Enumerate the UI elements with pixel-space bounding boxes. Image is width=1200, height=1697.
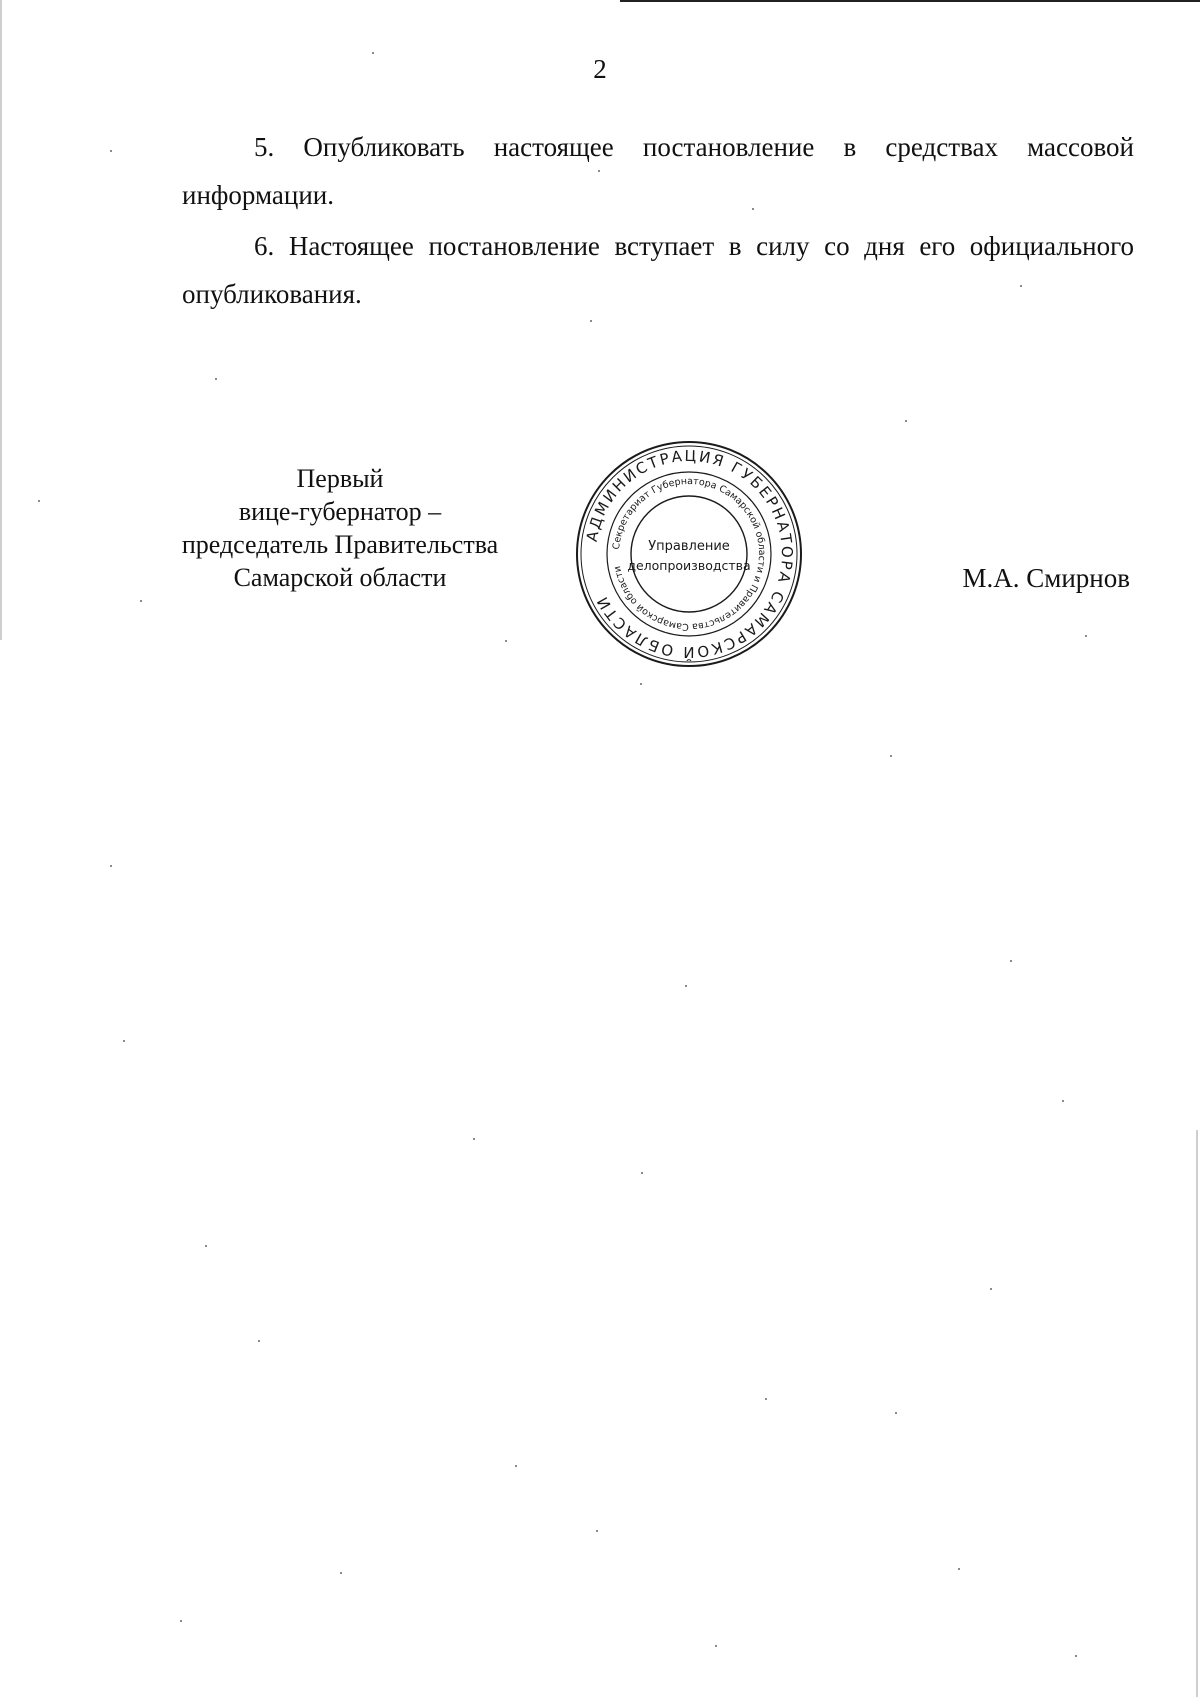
scan-speck <box>990 1288 992 1290</box>
scan-speck <box>473 1138 475 1140</box>
paragraph-6 <box>182 222 1134 318</box>
scan-edge-top <box>620 0 1200 2</box>
scan-speck <box>205 1245 207 1247</box>
scan-speck <box>180 1620 182 1622</box>
scan-speck <box>110 150 112 152</box>
stamp-outer-ring <box>577 442 801 666</box>
scan-speck <box>123 1040 125 1042</box>
scan-speck <box>515 1465 517 1467</box>
scan-speck <box>890 755 892 757</box>
scan-speck <box>641 1172 643 1174</box>
paragraph-5-line-2: информации. <box>182 180 334 210</box>
scan-speck <box>215 378 217 380</box>
scan-edge-left <box>0 0 2 640</box>
scan-speck <box>640 683 642 685</box>
scan-speck <box>1085 635 1087 637</box>
scan-speck <box>372 52 374 54</box>
scan-speck <box>715 1645 717 1647</box>
scan-speck <box>140 600 142 602</box>
scan-speck <box>590 320 592 322</box>
stamp-inner-ring <box>631 496 747 612</box>
scan-speck <box>596 1530 598 1532</box>
scan-speck <box>258 1340 260 1342</box>
scan-speck <box>765 1398 767 1400</box>
scan-speck <box>958 1568 960 1570</box>
scan-speck <box>1075 1655 1077 1657</box>
stamp-outer-text: АДМИНИСТРАЦИЯ ГУБЕРНАТОРА САМАРСКОЙ ОБЛАСТИ <box>582 446 797 662</box>
scan-edge-right <box>1196 1130 1198 1697</box>
signer-title <box>150 462 530 594</box>
signer-title-line-3: председатель Правительства <box>181 530 499 559</box>
signer-title-line-2: вице-губернатор – <box>238 497 442 526</box>
paragraph-6-line-1: 6. Настоящее постановление вступает в силу со дня его официального <box>254 231 1134 261</box>
signer-name: М.А. Смирнов <box>962 563 1130 593</box>
scan-speck <box>38 500 40 502</box>
signer-title-line-4: Самарской области <box>233 563 447 592</box>
paragraph-5 <box>182 123 1134 219</box>
official-stamp <box>573 438 805 670</box>
scan-speck <box>340 1572 342 1574</box>
page-number: 2 <box>593 54 607 84</box>
scan-speck <box>1010 960 1012 962</box>
scan-speck <box>1020 285 1022 287</box>
scan-speck <box>598 170 600 172</box>
stamp-center-line-1: Управление <box>648 539 730 554</box>
stamp-middle-text: Секретариат Губернатора Самарской области и Правительства Самарской области <box>611 475 768 633</box>
paragraph-5-line-1: 5. Опубликовать настоящее постановление в средствах массовой <box>254 132 1134 162</box>
scan-speck <box>895 1412 897 1414</box>
scan-speck <box>1062 1100 1064 1102</box>
paragraph-6-line-2: опубликования. <box>182 279 362 309</box>
scan-speck <box>752 208 754 210</box>
signer-title-line-1: Первый <box>296 464 384 493</box>
stamp-center-line-2: делопроизводства <box>627 558 751 573</box>
scan-speck <box>905 420 907 422</box>
scan-speck <box>685 985 687 987</box>
scan-speck <box>505 640 507 642</box>
scan-speck <box>110 865 112 867</box>
